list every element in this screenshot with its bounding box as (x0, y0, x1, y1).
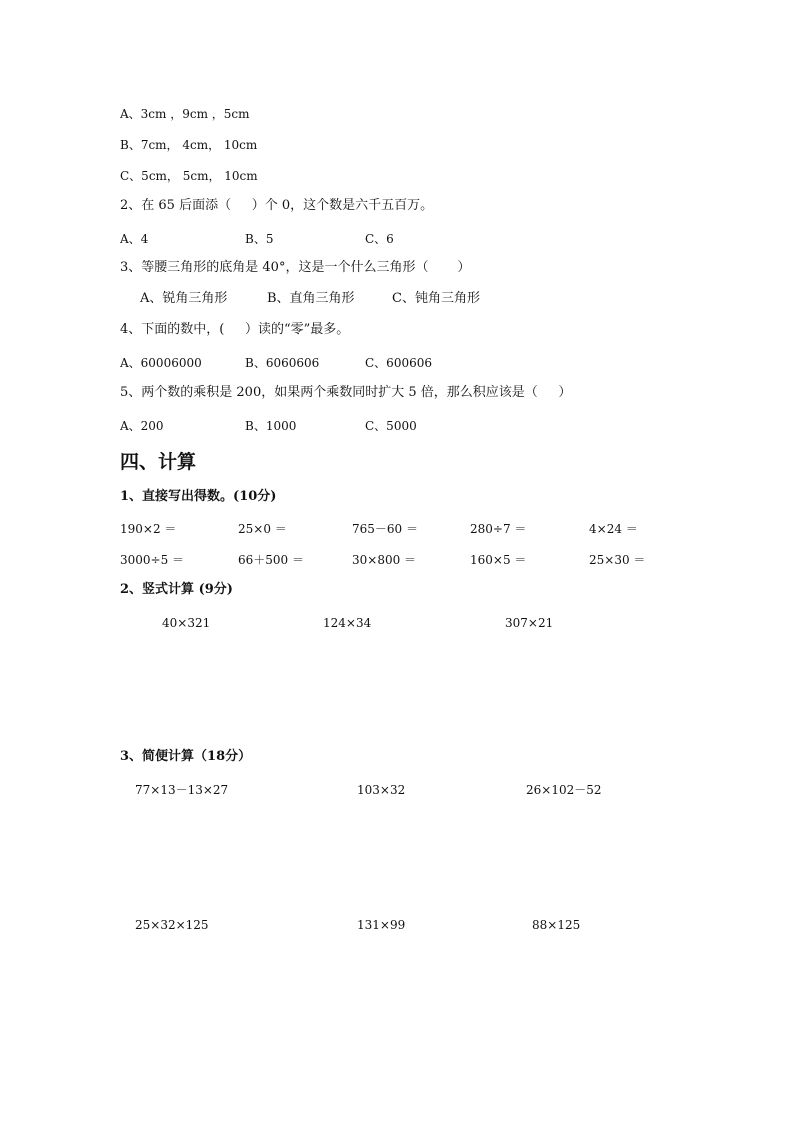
section-title: 四、计算 (120, 451, 197, 473)
simplify-item: 25×32×125 (135, 918, 209, 932)
question-3: 3、等腰三角形的底角是 40°，这是一个什么三角形（ ） (120, 260, 471, 275)
q4-option-c: C、600606 (365, 356, 432, 370)
simplify-item: 88×125 (532, 918, 581, 932)
calc-item: 30×800 ＝ (352, 553, 417, 567)
simplify-item: 77×13－13×27 (135, 783, 229, 797)
q5-option-c: C、5000 (365, 419, 417, 433)
q3-option-c: C、钝角三角形 (392, 291, 480, 306)
calc-item: 280÷7 ＝ (470, 522, 527, 536)
calc-item: 25×30 ＝ (589, 553, 646, 567)
q5-option-b: B、1000 (245, 419, 297, 433)
part1-title: 1、直接写出得数。(10分) (120, 489, 277, 504)
calc-item: 25×0 ＝ (238, 522, 287, 536)
calc-item: 3000÷5 ＝ (120, 553, 185, 567)
question-4: 4、下面的数中，( ）读的“零”最多。 (120, 322, 350, 337)
q4-option-b: B、6060606 (245, 356, 320, 370)
option-b: B、7cm， 4cm， 10cm (120, 138, 258, 152)
q2-option-c: C、6 (365, 232, 394, 246)
q2-option-a: A、4 (120, 232, 149, 246)
q5-option-a: A、200 (120, 419, 164, 433)
simplify-item: 131×99 (357, 918, 406, 932)
vertical-calc-item: 40×321 (162, 616, 211, 630)
calc-item: 66＋500 ＝ (238, 553, 304, 567)
q3-option-a: A、锐角三角形 (140, 291, 228, 306)
part3-title: 3、简便计算（18分） (120, 749, 252, 764)
calc-item: 765－60 ＝ (352, 522, 418, 536)
q2-option-b: B、5 (245, 232, 274, 246)
q3-option-b: B、直角三角形 (267, 291, 355, 306)
simplify-item: 26×102－52 (526, 783, 602, 797)
simplify-item: 103×32 (357, 783, 406, 797)
calc-item: 190×2 ＝ (120, 522, 177, 536)
q4-option-a: A、60006000 (120, 356, 202, 370)
calc-item: 160×5 ＝ (470, 553, 527, 567)
question-2: 2、在 65 后面添（ ）个 0，这个数是六千五百万。 (120, 198, 434, 213)
option-a: A、3cm ，9cm ，5cm (120, 107, 250, 121)
vertical-calc-item: 307×21 (505, 616, 554, 630)
calc-item: 4×24 ＝ (589, 522, 638, 536)
vertical-calc-item: 124×34 (323, 616, 372, 630)
question-5: 5、两个数的乘积是 200，如果两个乘数同时扩大 5 倍，那么积应该是（ ） (120, 385, 572, 400)
part2-title: 2、竖式计算 (9分) (120, 582, 233, 597)
option-c: C、5cm， 5cm， 10cm (120, 169, 258, 183)
